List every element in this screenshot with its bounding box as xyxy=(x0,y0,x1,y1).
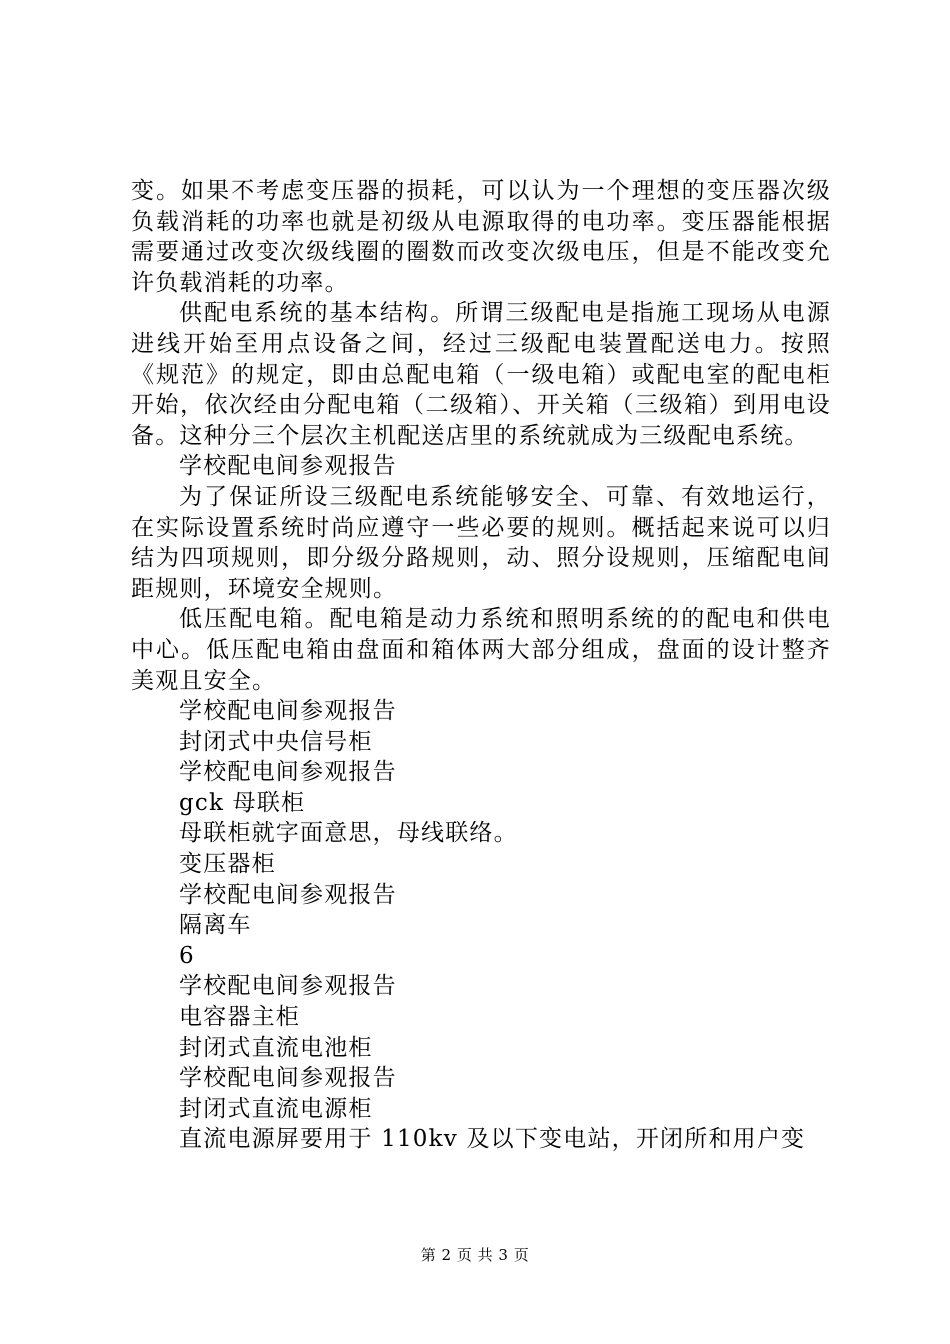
paragraph-report-title: 学校配电间参观报告 xyxy=(179,973,397,1000)
paragraph-isolation-cart: 隔离车 xyxy=(179,912,252,939)
paragraph-report-title: 学校配电间参观报告 xyxy=(179,1065,397,1092)
paragraph-gck-cabinet: gck 母联柜 xyxy=(179,789,306,816)
paragraph-transformer-power: 变。如果不考虑变压器的损耗，可以认为一个理想的变压器次级负载消耗的功率也就是初级从电源取得的电功率。变压器能根据需要通过改变次级线圈的圈数而改变次级电压，但是不能改变允许负载消耗的功率。 xyxy=(131,178,831,296)
paragraph-number: 6 xyxy=(179,942,195,969)
paragraph-report-title: 学校配电间参观报告 xyxy=(179,881,397,908)
paragraph-rules: 为了保证所设三级配电系统能够安全、可靠、有效地运行，在实际设置系统时尚应遵守一些必要的规则。概括起来说可以归结为四项规则，即分级分路规则，动、照分设规则，压缩配电间距规则，环境安全规则。 xyxy=(131,483,831,602)
paragraph-report-title: 学校配电间参观报告 xyxy=(179,698,397,725)
document-body xyxy=(131,176,831,1155)
paragraph-dc-power-screen: 直流电源屏要用于 110kv 及以下变电站，开闭所和用户变 xyxy=(179,1126,806,1153)
paragraph-dc-power-cabinet: 封闭式直流电源柜 xyxy=(179,1095,373,1122)
page-footer: 第 2 页 共 3 页 xyxy=(420,1246,530,1264)
paragraph-low-voltage-box: 低压配电箱。配电箱是动力系统和照明系统的的配电和供电中心。低压配电箱由盘面和箱体两大部分组成，盘面的设计整齐美观且安全。 xyxy=(131,606,831,694)
paragraph-transformer-cabinet: 变压器柜 xyxy=(179,851,276,878)
paragraph-capacitor-cabinet: 电容器主柜 xyxy=(179,1004,300,1031)
paragraph-battery-cabinet: 封闭式直流电池柜 xyxy=(179,1034,373,1061)
paragraph-distribution-structure: 供配电系统的基本结构。所谓三级配电是指施工现场从电源进线开始至用点设备之间，经过三级配电装置配送电力。按照《规范》的规定，即由总配电箱（一级电箱）或配电室的配电柜开始，依次经由分配电箱（二级箱）、开关箱（三级箱）到用电设备。这种分三个层次主机配送店里的系统就成为三级配电系统。 xyxy=(131,300,831,449)
paragraph-report-title: 学校配电间参观报告 xyxy=(179,759,397,786)
paragraph-report-title: 学校配电间参观报告 xyxy=(179,453,397,480)
paragraph-bus-tie-meaning: 母联柜就字面意思，母线联络。 xyxy=(179,820,518,847)
paragraph-signal-cabinet: 封闭式中央信号柜 xyxy=(179,728,373,755)
